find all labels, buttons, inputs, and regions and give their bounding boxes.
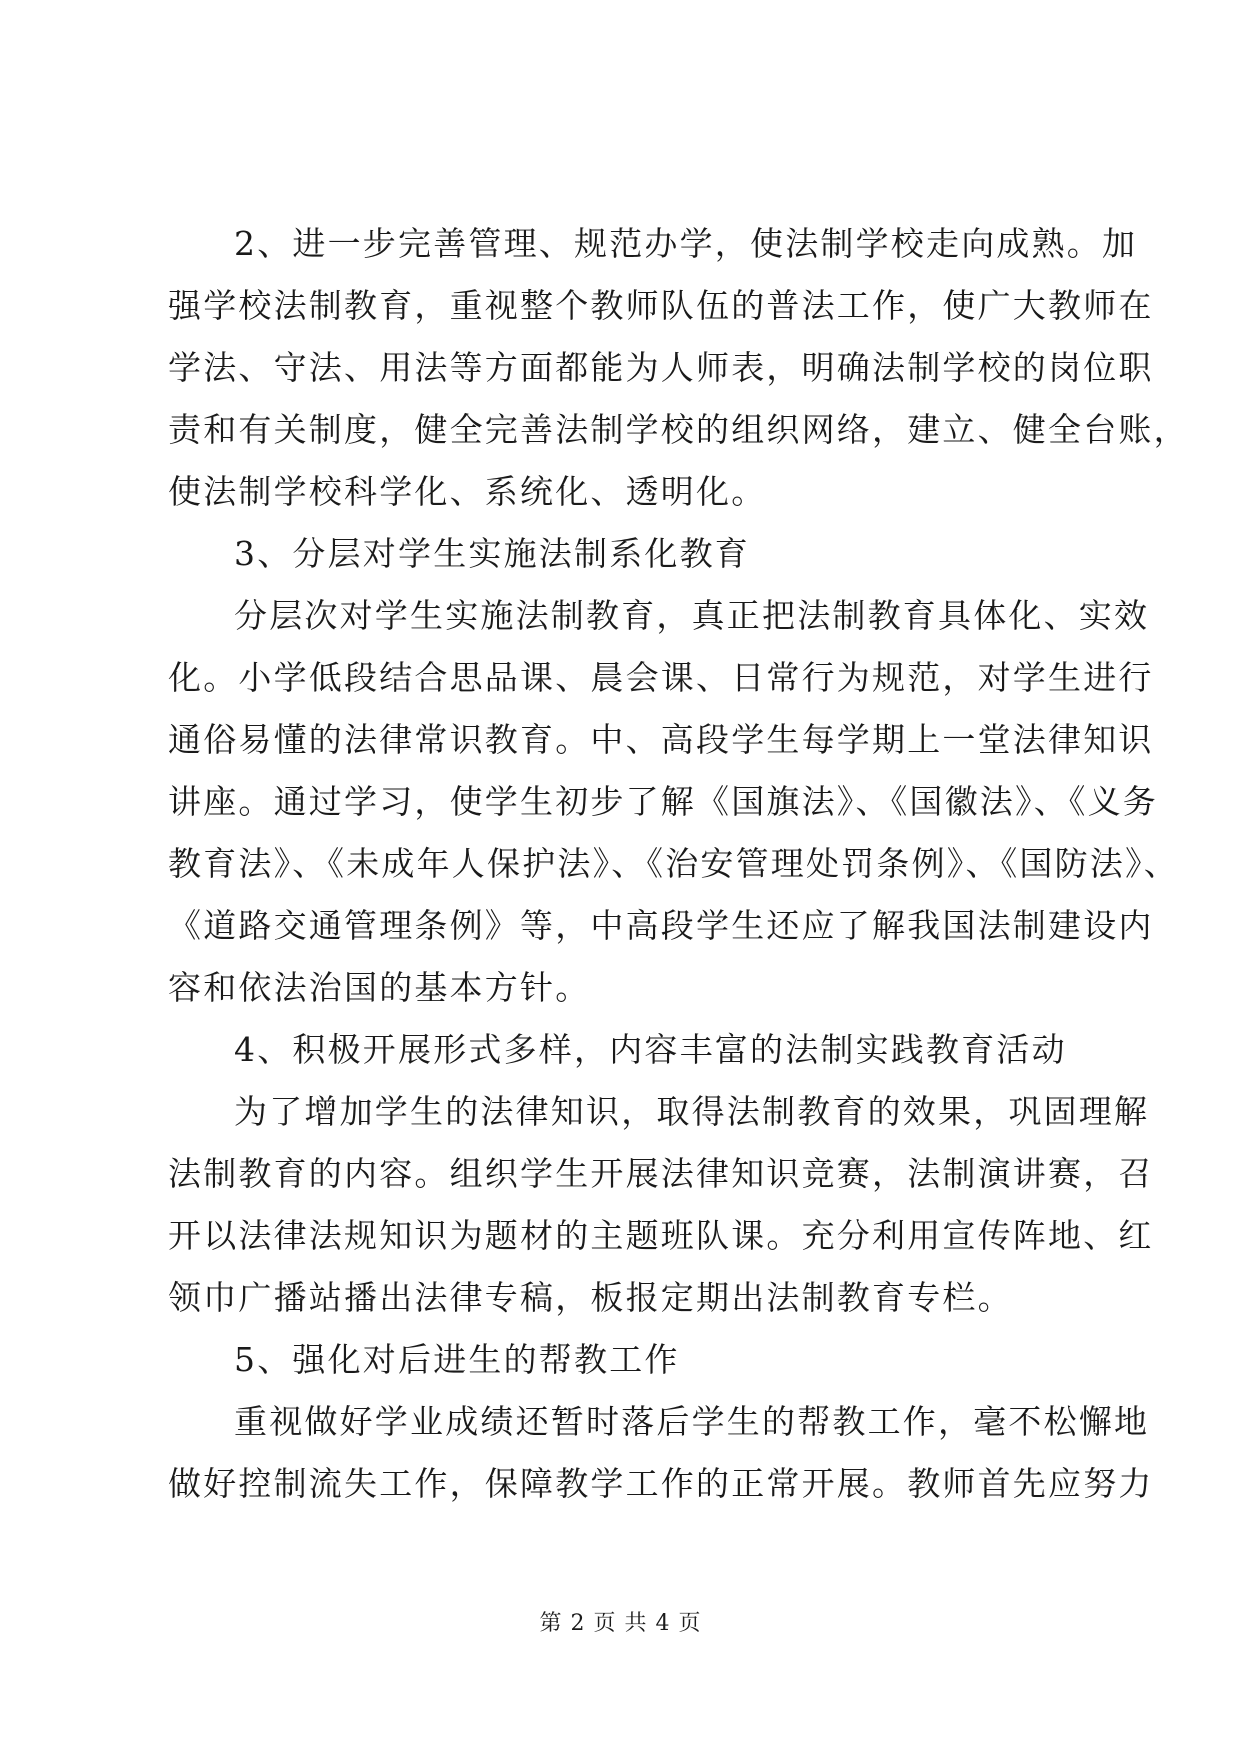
text-line: 通俗易懂的法律常识教育。中、高段学生每学期上一堂法律知识	[168, 720, 1154, 759]
text-line: 讲座。通过学习，使学生初步了解《国旗法》、《国徽法》、《义务	[168, 782, 1158, 821]
text-line: 强学校法制教育，重视整个教师队伍的普法工作，使广大教师在	[168, 286, 1154, 325]
text-line: 做好控制流失工作，保障教学工作的正常开展。教师首先应努力	[168, 1464, 1154, 1503]
text-line: 法制教育的内容。组织学生开展法律知识竞赛，法制演讲赛，召	[168, 1154, 1154, 1193]
text-line: 使法制学校科学化、系统化、透明化。	[168, 472, 767, 511]
text-line: 分层次对学生实施法制教育，真正把法制教育具体化、实效	[234, 596, 1150, 635]
page-number-footer: 第 2 页 共 4 页	[539, 1611, 702, 1636]
text-line: 责和有关制度，健全完善法制学校的组织网络，建立、健全台账，	[168, 410, 1189, 449]
section-heading: 3、分层对学生实施法制系化教育	[234, 534, 750, 573]
text-line: 为了增加学生的法律知识，取得法制教育的效果，巩固理解	[234, 1092, 1150, 1131]
text-line: 《道路交通管理条例》等，中高段学生还应了解我国法制建设内	[168, 906, 1154, 945]
text-line: 重视做好学业成绩还暂时落后学生的帮教工作，毫不松懈地	[234, 1402, 1150, 1441]
section-heading: 4、积极开展形式多样，内容丰富的法制实践教育活动	[234, 1030, 1067, 1069]
text-line: 学法、守法、用法等方面都能为人师表，明确法制学校的岗位职	[168, 348, 1154, 387]
text-line: 容和依法治国的基本方针。	[168, 968, 591, 1007]
section-heading: 5、强化对后进生的帮教工作	[234, 1340, 680, 1379]
text-line: 化。小学低段结合思品课、晨会课、日常行为规范，对学生进行	[168, 658, 1154, 697]
text-line: 2、进一步完善管理、规范办学，使法制学校走向成熟。加	[234, 224, 1138, 263]
text-line: 领巾广播站播出法律专稿，板报定期出法制教育专栏。	[168, 1278, 1013, 1317]
text-line: 教育法》、《未成年人保护法》、《治安管理处罚条例》、《国防法》、	[168, 844, 1179, 883]
text-line: 开以法律法规知识为题材的主题班队课。充分利用宣传阵地、红	[168, 1216, 1154, 1255]
